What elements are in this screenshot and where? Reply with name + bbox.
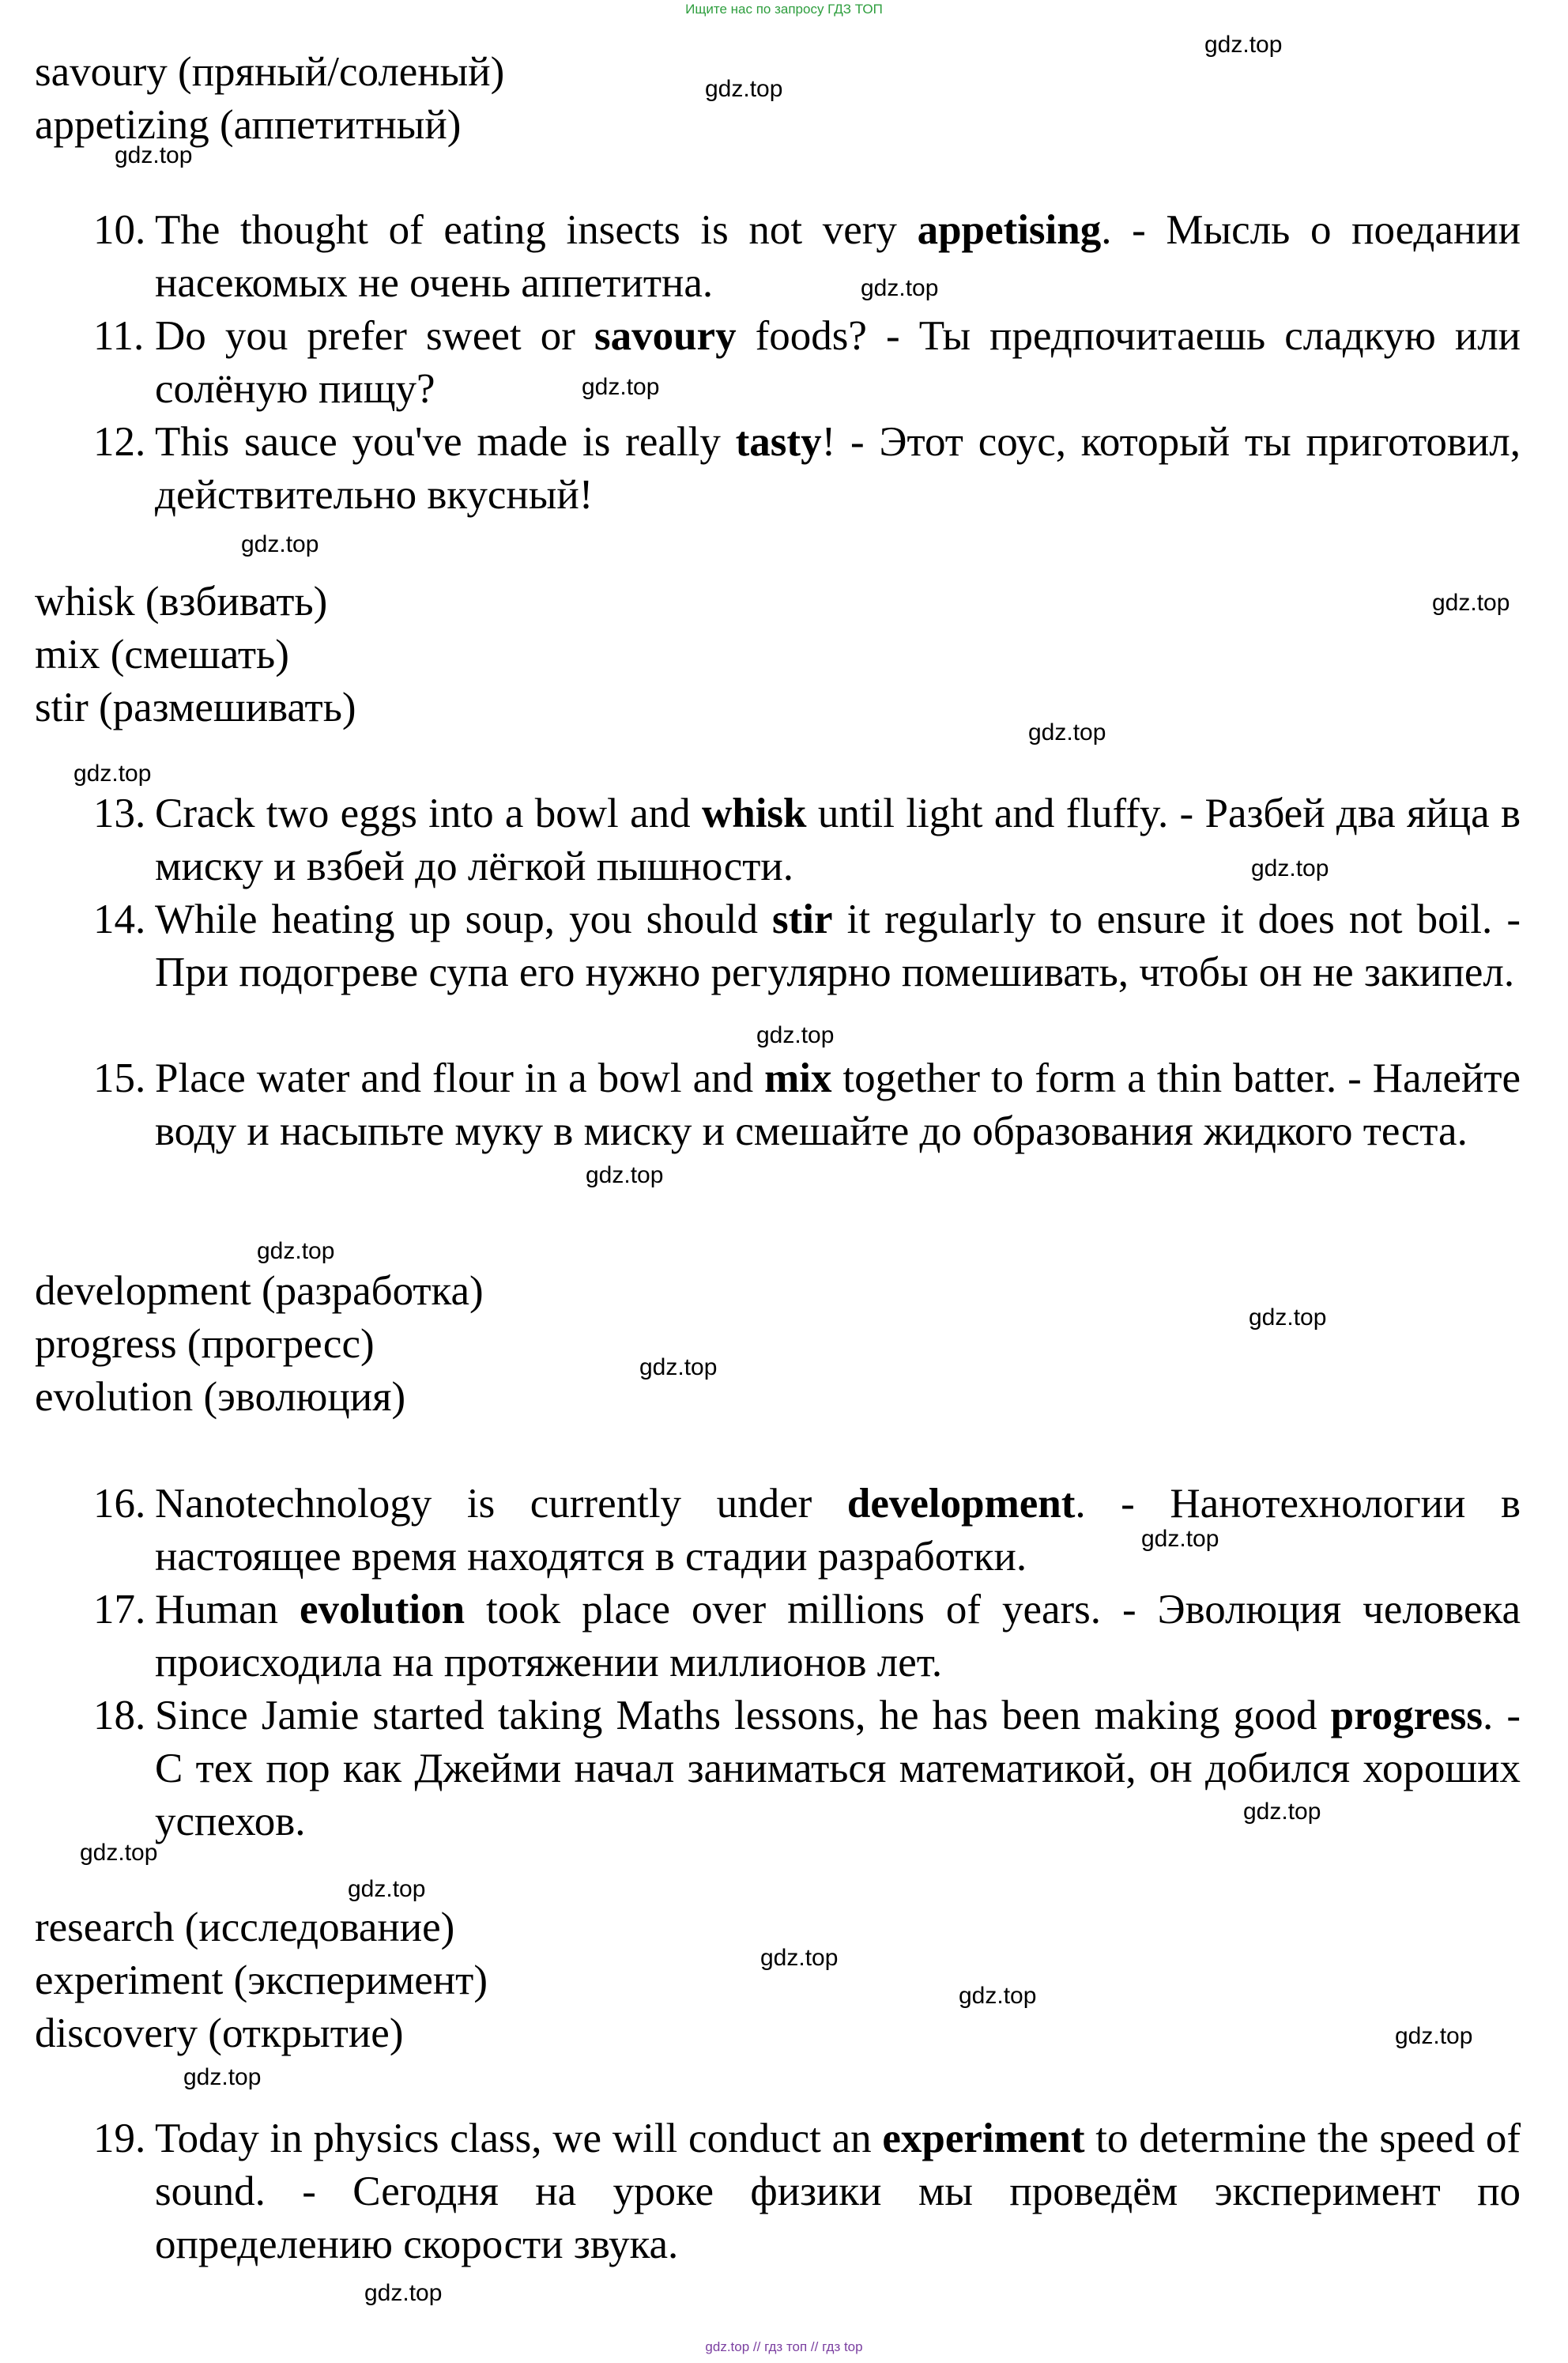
item-text: Do you prefer sweet or savoury foods? - Ты предпочитаешь сладкую или солёную пищу? [155, 313, 1521, 412]
item-text: The thought of eating insects is not very appetising. - Мысль о поедании насекомых не очень аппетитна. [155, 207, 1521, 306]
item-number: 16. [93, 1481, 146, 1527]
watermark: gdz.top [756, 1022, 835, 1048]
key-word: tasty [735, 419, 822, 465]
vocabulary-word: evolution (эволюция) [35, 1374, 406, 1420]
watermark: gdz.top [586, 1162, 664, 1188]
watermark: gdz.top [582, 374, 660, 400]
exercise-item [93, 1052, 1521, 1158]
header-search-hint: Ищите нас по запросу ГДЗ ТОП [685, 2, 883, 17]
key-word: progress [1330, 1693, 1483, 1738]
exercise-item [93, 1478, 1521, 1584]
key-word: mix [764, 1055, 832, 1101]
watermark: gdz.top [959, 1983, 1037, 2009]
key-word: development [846, 1481, 1076, 1527]
exercise-item [93, 2112, 1521, 2271]
item-text: Today in physics class, we will conduct an experiment to determine the speed of sound. - Сегодня на уроке физики мы проведём эксперимент по определению скорости звука. [155, 2116, 1521, 2267]
exercise-item [93, 416, 1521, 522]
item-number: 10. [93, 207, 146, 253]
exercise-item [93, 310, 1521, 416]
vocabulary-word: development (разработка) [35, 1268, 484, 1314]
item-text: Since Jamie started taking Maths lessons, he has been making good progress. - С тех пор как Джейми начал заниматься математикой, он добился хороших успехов. [155, 1693, 1521, 1844]
vocabulary-word: stir (размешивать) [35, 685, 356, 730]
key-word: stir [772, 897, 833, 942]
vocabulary-list [35, 46, 504, 152]
vocabulary-word: progress (прогресс) [35, 1321, 375, 1367]
item-number: 19. [93, 2116, 146, 2161]
exercise-item [93, 204, 1521, 310]
watermark: gdz.top [705, 76, 783, 102]
item-text: While heating up soup, you should stir it regularly to ensure it does not boil. - При подогреве супа его нужно регулярно помешивать, чтобы он не закипел. [155, 897, 1521, 995]
item-number: 15. [93, 1055, 146, 1101]
watermark: gdz.top [1251, 855, 1329, 881]
watermark: gdz.top [1204, 32, 1283, 58]
watermark: gdz.top [760, 1945, 839, 1971]
watermark: gdz.top [1141, 1526, 1219, 1552]
watermark: gdz.top [115, 142, 193, 168]
item-text: Nanotechnology is currently under development. - Нанотехнологии в настоящее время находятся в стадии разработки. [155, 1481, 1521, 1580]
watermark: gdz.top [80, 1840, 158, 1866]
key-word: evolution [300, 1587, 466, 1633]
vocabulary-word: whisk (взбивать) [35, 579, 328, 625]
vocabulary-list [35, 1901, 488, 2060]
vocabulary-word: appetizing (аппетитный) [35, 102, 462, 148]
item-number: 11. [93, 313, 145, 359]
watermark: gdz.top [1243, 1799, 1321, 1825]
vocabulary-word: mix (смешать) [35, 632, 289, 678]
item-number: 12. [93, 419, 146, 465]
item-number: 18. [93, 1693, 146, 1738]
item-text: Place water and flour in a bowl and mix together to form a thin batter. - Налейте воду и насыпьте муку в миску и смешайте до образования жидкого теста. [155, 1055, 1521, 1154]
vocabulary-list [35, 576, 356, 734]
watermark: gdz.top [861, 275, 939, 301]
item-number: 17. [93, 1587, 146, 1633]
item-text: Crack two eggs into a bowl and whisk until light and fluffy. - Разбей два яйца в миску и взбей до лёгкой пышности. [155, 791, 1521, 889]
key-word: whisk [701, 791, 807, 836]
watermark: gdz.top [241, 531, 319, 557]
watermark: gdz.top [364, 2280, 443, 2306]
vocabulary-word: discovery (открытие) [35, 2010, 404, 2056]
footer-links: gdz.top // гдз топ // гдз top [705, 2339, 863, 2354]
item-number: 14. [93, 897, 146, 942]
item-text: This sauce you've made is really tasty! - Этот соус, который ты приготовил, действительно вкусный! [155, 419, 1521, 518]
watermark: gdz.top [183, 2064, 262, 2090]
watermark: gdz.top [348, 1876, 426, 1902]
watermark: gdz.top [1028, 719, 1106, 746]
item-text: Human evolution took place over millions of years. - Эволюция человека происходила на протяжении миллионов лет. [155, 1587, 1521, 1685]
watermark: gdz.top [257, 1238, 335, 1264]
exercise-item [93, 1584, 1521, 1689]
watermark: gdz.top [74, 761, 152, 787]
watermark: gdz.top [639, 1354, 718, 1380]
vocabulary-list [35, 1265, 484, 1424]
watermark: gdz.top [1395, 2023, 1473, 2049]
watermark: gdz.top [1249, 1304, 1327, 1331]
watermark: gdz.top [1432, 590, 1510, 616]
vocabulary-word: research (исследование) [35, 1904, 455, 1950]
key-word: savoury [594, 313, 737, 359]
vocabulary-word: experiment (эксперимент) [35, 1957, 488, 2003]
item-number: 13. [93, 791, 146, 836]
exercise-item [93, 893, 1521, 999]
key-word: experiment [882, 2116, 1085, 2161]
key-word: appetising [917, 207, 1102, 253]
vocabulary-word: savoury (пряный/соленый) [35, 49, 505, 95]
